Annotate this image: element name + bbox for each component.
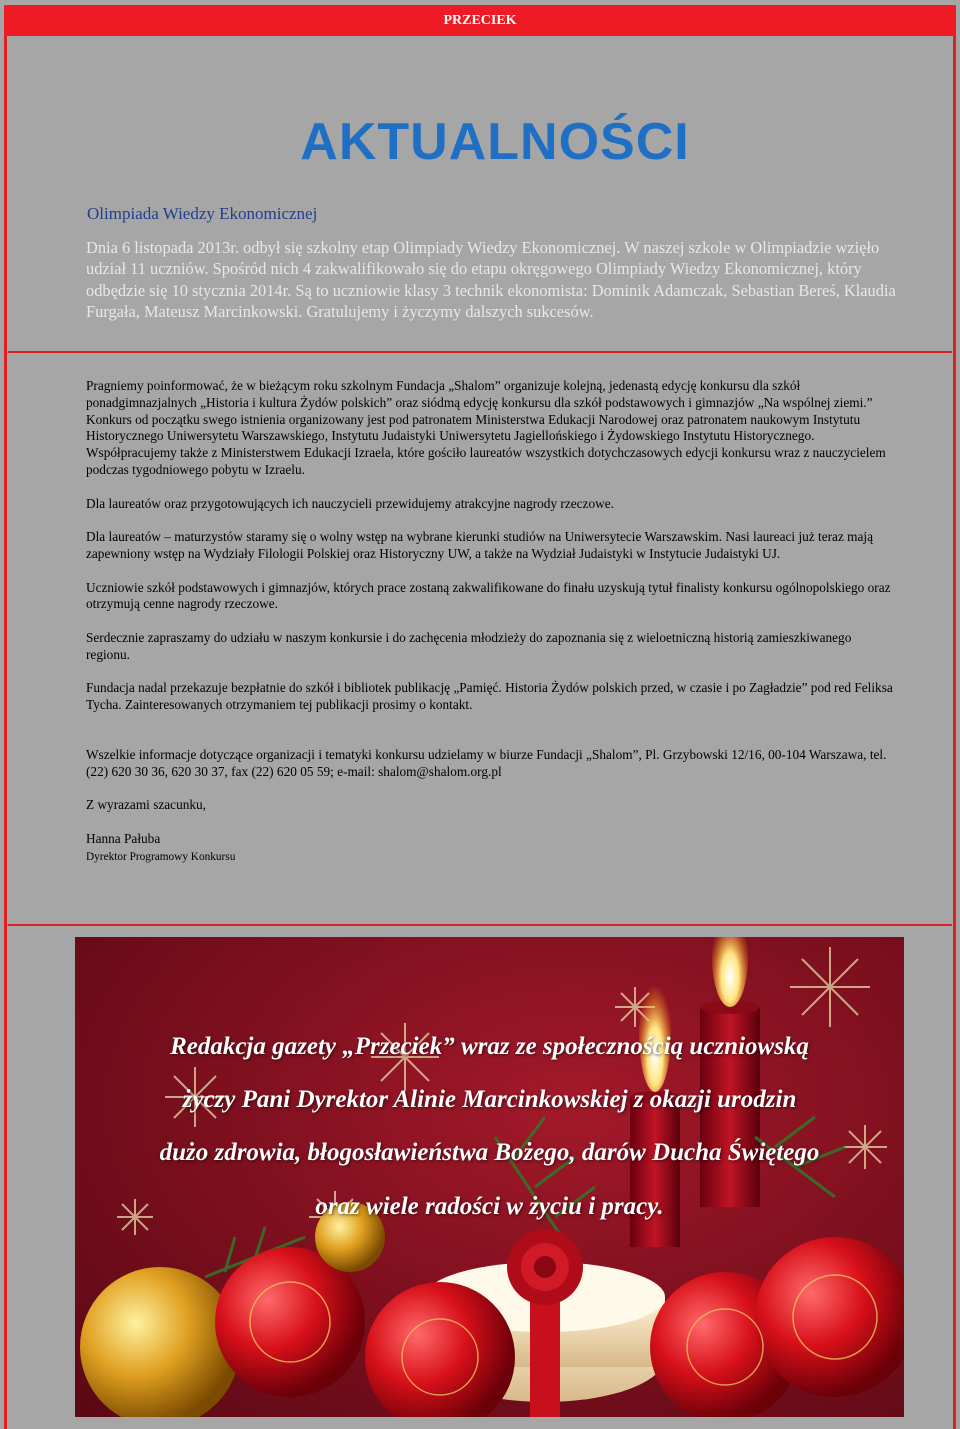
- wish-line: życzy Pani Dyrektor Alinie Marcinkowskiej z okazji urodzin: [182, 1086, 797, 1113]
- right-border: [953, 36, 956, 1429]
- birthday-card-image: [75, 937, 904, 1417]
- konkurs-paragraph: Serdecznie zapraszamy do udziału w naszym konkursie i do zachęcenia młodzieży do zapoznania się z wieloetniczną historią zamieszkiwanego regionu.: [86, 629, 852, 662]
- konkurs-paragraph: Fundacja nadal przekazuje bezpłatnie do szkół i bibliotek publikację „Pamięć. Historia Żydów polskich przed, w czasie i po Zagładzie” pod red Feliksa Tycha. Zainteresowanych otrzymaniem tej publikacji prosimy o kontakt.: [86, 680, 893, 713]
- wish-line: oraz wiele radości w życiu i pracy.: [315, 1193, 664, 1220]
- signature-name: Hanna Pałuba: [86, 830, 161, 846]
- closing-text: Z wyrazami szacunku,: [86, 797, 206, 813]
- section-divider: [8, 351, 952, 353]
- wish-line: Redakcja gazety „Przeciek” wraz ze społecznością uczniowską: [170, 1033, 809, 1060]
- olimpiada-text: Dnia 6 listopada 2013r. odbył się szkolny etap Olimpiady Wiedzy Ekonomicznej. W naszej szkole w Olimpiadzie wzięło udział 11 uczniów. Spośród nich 4 zakwalifikowało się do etapu okręgowego Olimpiady Wiedzy Ekonomicznej, który odbędzie się 10 stycznia 2014r. Są to uczniowie klasy 3 technik ekonomista: Dominik Adamczak, Sebastian Bereś, Klaudia Furgała, Mateusz Marcinkowski. Gratulujemy i życzymy dalszych sukcesów.: [86, 238, 896, 322]
- left-border: [4, 36, 7, 1429]
- konkurs-paragraph: Pragniemy poinformować, że w bieżącym roku szkolnym Fundacja „Shalom” organizuje kolejną, jedenastą edycję konkursu dla szkół ponadgimnazjalnych „Historia i kultura Żydów polskich” oraz siódmą edycję konkursu dla szkół podstawowych i gimnazjów „Na wspólnej ziemi.” Konkurs od początku swego istnienia organizowany jest pod patronatem Ministerstwa Edukacji Narodowej oraz patronatem naukowym Instytutu Historycznego Uniwersytetu Warszawskiego, Instytutu Judaistyki Uniwersytetu Jagiellońskiego i Żydowskiego Instytutu Historycznego. Współpracujemy także z Ministerstwem Edukacji Izraela, które gościło laureatów wszystkich dotychczasowych edycji konkursu wraz z nauczycielem podczas tygodniowego pobytu w Izraelu.: [86, 378, 886, 477]
- christmas-decoration-illustration: [75, 937, 904, 1417]
- konkurs-paragraph: Dla laureatów oraz przygotowujących ich nauczycieli przewidujemy atrakcyjne nagrody rzeczowe.: [86, 495, 614, 511]
- konkurs-paragraph: Dla laureatów – maturzystów staramy się o wolny wstęp na wybrane kierunki studiów na Uniwersytecie Warszawskim. Nasi laureaci już teraz mają zapewniony wstęp na Wydziały Filologii Polskiej oraz Historyczny UW, a także na Wydział Judaistyki w Instytucie Judaistyki UJ.: [86, 529, 874, 561]
- konkurs-article: [86, 378, 898, 866]
- olimpiada-heading: Olimpiada Wiedzy Ekonomicznej: [87, 204, 318, 223]
- section-divider: [8, 924, 952, 926]
- konkurs-contact: Wszelkie informacje dotyczące organizacji i tematyki konkursu udzielamy w biurze Fundacji „Shalom”, Pl. Grzybowski 12/16, 00-104 Warszawa, tel. (22) 620 30 36, 620 30 37, fax (22) 620 05 59; e-mail: shalom@shalom.org.pl: [86, 746, 887, 779]
- wish-line: dużo zdrowia, błogosławieństwa Bożego, darów Ducha Świętego: [159, 1139, 820, 1166]
- signature-title: Dyrektor Programowy Konkursu: [86, 850, 236, 863]
- header-bar: PRZECIEK: [4, 5, 956, 36]
- page-title: AKTUALNOŚCI: [300, 113, 690, 171]
- konkurs-paragraph: Uczniowie szkół podstawowych i gimnazjów, których prace zostaną zakwalifikowane do finału uzyskują tytuł finalisty konkursu ogólnopolskiego oraz otrzymują cenne nagrody rzeczowe.: [86, 579, 891, 612]
